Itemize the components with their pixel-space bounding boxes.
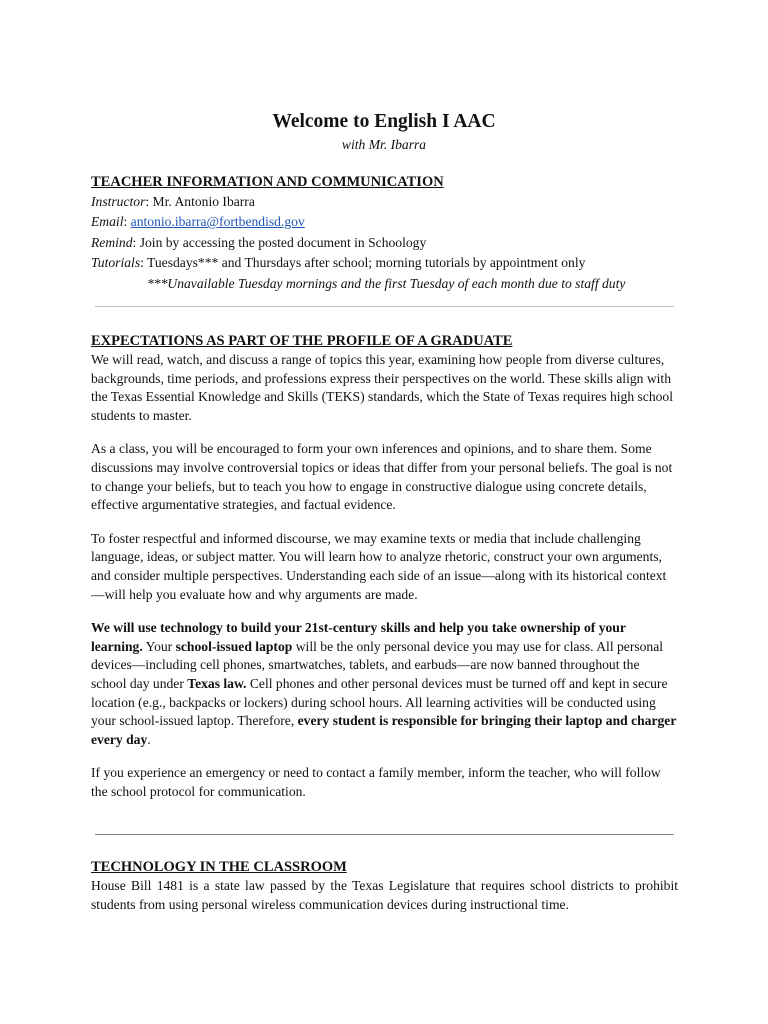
tutorials-line (91, 253, 678, 273)
email-label: Email (91, 214, 124, 230)
technology-emphasis: We will use technology to build your 21st-century skills and help you take ownership of your learning. (91, 620, 626, 654)
expectations-paragraph-3: To foster respectful and informed discourse, we may examine texts or media that include challenging language, ideas, or subject matter. You will learn how to analyze rhetoric, construct your own arguments, and consider multiple perspectives. Understanding each side of an issue—along with its historical context—will help you evaluate how and why arguments are made. (91, 530, 667, 602)
technology-section (91, 857, 678, 929)
instructor-line (91, 192, 678, 212)
section-divider (95, 834, 674, 835)
paragraph-text: Your (142, 638, 176, 654)
remind-label: Remind (91, 234, 133, 250)
paragraph-text: will be the only personal device you may use for class. All personal devices—including cell phones, smartwatches, tablets, and earbuds—are now banned throughout the school day under (91, 638, 664, 691)
tutorials-note: ***Unavailable Tuesday mornings and the first Tuesday of each month due to staff duty (147, 276, 626, 291)
expectations-heading: EXPECTATIONS AS PART OF THE PROFILE OF A GRADUATE (91, 333, 513, 349)
expectations-paragraph-2: As a class, you will be encouraged to form your own inferences and opinions, and to share them. Some discussions may involve controversial topics or ideas that differ from your personal beliefs. The goal is not to change your beliefs, but to teach you how to engage in constructive dialogue using concrete details, effective argumentative strategies, and factual evidence. (91, 441, 673, 513)
expectations-section (91, 331, 678, 816)
paragraph-text: Cell phones and other personal devices must be turned off and kept in secure location (e.g., backpacks or lockers) during school hours. All learning activities will be conducted using your school-issued laptop. Therefore, (91, 675, 668, 729)
teacher-info-section (91, 172, 678, 273)
responsibility-emphasis: every student is responsible for bringing their laptop and charger every day (91, 713, 677, 747)
remind-line (91, 233, 678, 253)
tutorials-label: Tutorials (91, 254, 141, 270)
email-separator: : (123, 214, 131, 230)
expectations-paragraph-4 (91, 619, 678, 749)
tutorials-value: : Tuesdays*** and Thursdays after school; morning tutorials by appointment only (140, 254, 586, 270)
email-link[interactable]: antonio.ibarra@fortbendisd.gov (130, 214, 305, 230)
expectations-paragraph-5: If you experience an emergency or need to contact a family member, inform the teacher, who will follow the school protocol for communication. (91, 765, 661, 799)
page-subtitle: with Mr. Ibarra (341, 137, 427, 152)
texas-law-emphasis: Texas law. (187, 675, 247, 691)
expectations-paragraph-1: We will read, watch, and discuss a range of topics this year, examining how people from diverse cultures, backgrounds, time periods, and professions express their perspectives on the world. These skills align with the Texas Essential Knowledge and Skills (TEKS) standards, which the State of Texas requires high school students to master. (91, 352, 674, 423)
paragraph-text: . (147, 731, 151, 747)
instructor-value: : Mr. Antonio Ibarra (145, 194, 255, 209)
teacher-info-heading: TEACHER INFORMATION AND COMMUNICATION (91, 174, 444, 190)
page-title: Welcome to English I AAC (272, 111, 496, 132)
technology-paragraph-1: House Bill 1481 is a state law passed by the Texas Legislature that requires school districts to prohibit students from using personal wireless communication devices during instructional time. (91, 878, 678, 912)
instructor-label: Instructor (91, 194, 146, 209)
technology-heading: TECHNOLOGY IN THE CLASSROOM (91, 859, 347, 875)
remind-value: : Join by accessing the posted document in Schoology (132, 234, 427, 250)
laptop-emphasis: school-issued laptop (175, 638, 293, 654)
email-line (91, 212, 678, 232)
section-divider (95, 306, 674, 307)
